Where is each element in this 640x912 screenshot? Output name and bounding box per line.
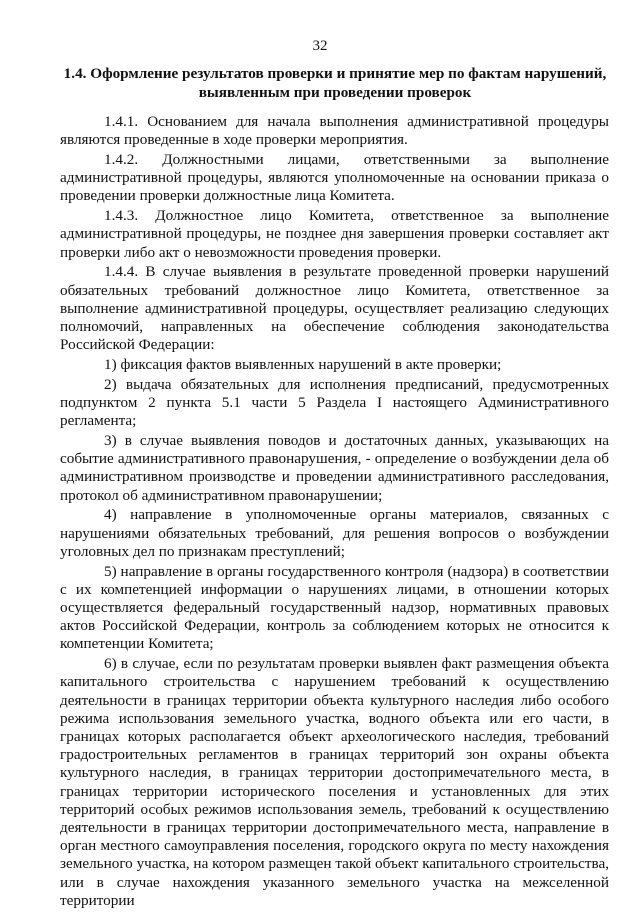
- paragraph-1-4-2: 1.4.2. Должностными лицами, ответственными за выполнение административной процедуры, являются уполномоченные на основании приказа о проведении проверки должностные лица Комитета.: [60, 151, 609, 205]
- list-item-2: 2) выдача обязательных для исполнения предписаний, предусмотренных подпунктом 2 пункта 5.1 части 5 Раздела I настоящего Административного регламента;: [60, 375, 609, 430]
- section-heading: [60, 64, 610, 102]
- paragraph-1-4-4: 1.4.4. В случае выявления в результате проведенной проверки нарушений обязательных требований должностное лицо Комитета, ответственное за выполнение административной процедуры, осуществляет реализацию следующих полномочий, направленных на обеспечение соблюдения законодательства Российской Федерации:: [60, 263, 609, 354]
- section-heading-line-1: 1.4. Оформление результатов проверки и принятие мер по фактам нарушений,: [63, 65, 607, 82]
- list-item-1: 1) фиксация фактов выявленных нарушений в акте проверки;: [104, 356, 502, 374]
- list-item-5: 5) направление в органы государственного контроля (надзора) в соответствии с их компетенцией информации о нарушениях лицами, в отношении которых осуществляется федеральный государственный надзор, нормативных правовых актов Российской Федерации, контроль за соблюдением которых не относится к компетенции Комитета;: [60, 562, 609, 653]
- list-item-6: 6) в случае, если по результатам проверки выявлен факт размещения объекта капитального строительства с нарушением требований к осуществлению деятельности в границах территории объекта культурного наследия либо особого режима использования земельного участка, водного объекта или его части, в границах которых располагается объект археологического наследия, требований градостроительных регламентов в границах территорий зон охраны объекта культурного наследия, в границах территории достопримечательного места, в границах территории исторического поселения и установленных для этих территорий особых режимов использования земель, требований к осуществлению деятельности в границах территории достопримечательного места, направление в орган местного самоуправления поселения, городского округа по месту нахождения земельного участка, на котором размещен такой объект капитального строительства, или в случае нахождения указанного земельного участка на межселенной территории: [60, 655, 609, 909]
- paragraph-1-4-1: 1.4.1. Основанием для начала выполнения административной процедуры являются проведенные в ходе проверки мероприятия.: [60, 113, 609, 149]
- page-number: 32: [312, 38, 328, 54]
- list-item-3: 3) в случае выявления поводов и достаточных данных, указывающих на событие административного правонарушения, - определение о возбуждении дела об административном производстве и проведении административного расследования, протокол об административном правонарушении;: [60, 432, 609, 504]
- paragraph-1-4-3: 1.4.3. Должностное лицо Комитета, ответственное за выполнение административной процедуры, не позднее дня завершения проверки составляет акт проверки либо акт о невозможности проведения проверки.: [60, 207, 609, 261]
- body-text: [60, 113, 609, 912]
- list-item-4: 4) направление в уполномоченные органы материалов, связанных с нарушениями обязательных требований, для решения вопросов о возбуждении уголовных дел по признакам преступлений;: [60, 506, 609, 560]
- section-heading-line-2: выявленным при проведении проверок: [198, 84, 472, 101]
